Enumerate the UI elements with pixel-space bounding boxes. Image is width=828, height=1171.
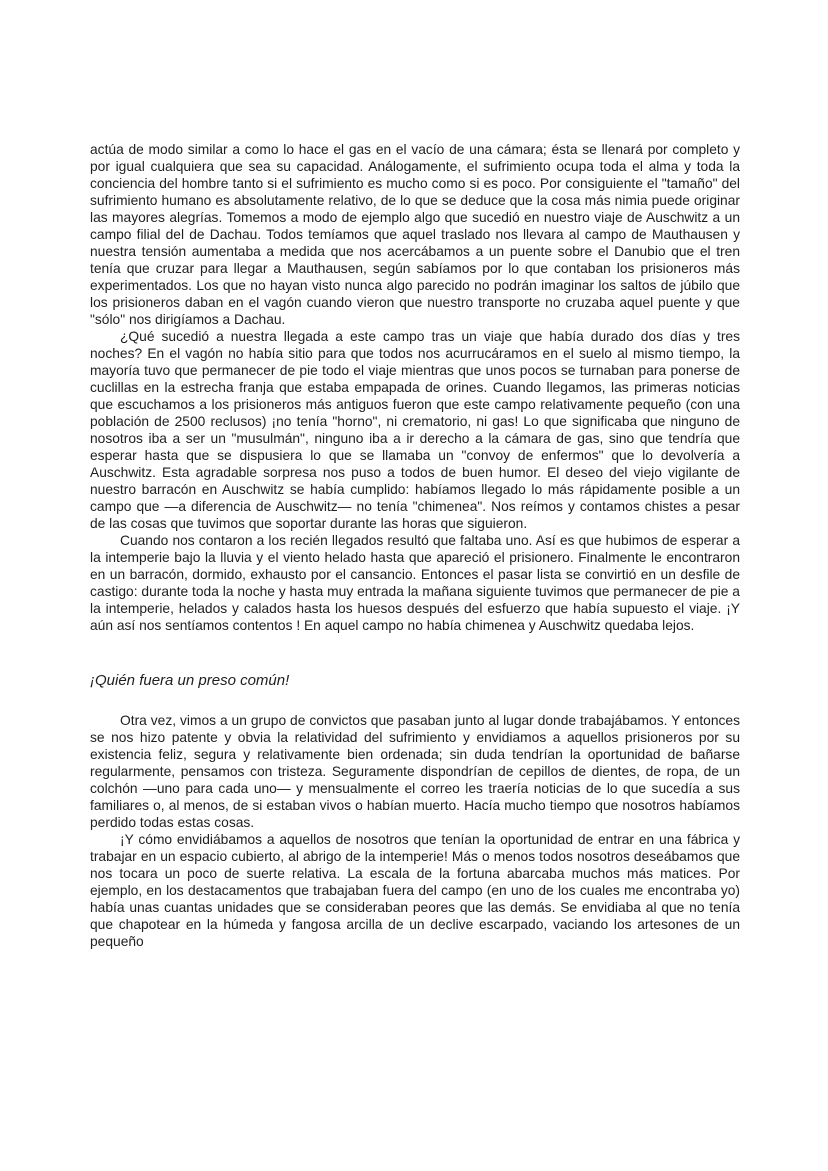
body-paragraph: actúa de modo similar a como lo hace el gas en el vacío de una cámara; ésta se llenará por completo y por igual cualquiera que sea su capacidad. Análogamente, el sufrimiento ocupa toda el alma y toda la conciencia del hombre tanto si el sufrimiento es mucho como si es poco. Por consiguiente el "tamaño" del sufrimiento humano es absolutamente relativo, de lo que se deduce que la cosa más nimia puede originar las mayores alegrías. Tomemos a modo de ejemplo algo que sucedió en nuestro viaje de Auschwitz a un campo filial del de Dachau. Todos temíamos que aquel traslado nos llevara al campo de Mauthausen y nuestra tensión aumentaba a medida que nos acercábamos a un puente sobre el Danubio que el tren tenía que cruzar para llegar a Mauthausen, según sabíamos por lo que contaban los prisioneros más experimentados. Los que no hayan visto nunca algo parecido no podrán imaginar los saltos de júbilo que los prisioneros daban en el vagón cuando vieron que nuestro transporte no cruzaba aquel puente y que "sólo" nos dirigíamos a Dachau. [90,142,740,327]
body-paragraph: ¡Y cómo envidiábamos a aquellos de nosotros que tenían la oportunidad de entrar en una fábrica y trabajar en un espacio cubierto, al abrigo de la intemperie! Más o menos todos nosotros deseábamos que nos tocara un poco de suerte relativa. La escala de la fortuna abarcaba muchos más matices. Por ejemplo, en los destacamentos que trabajaban fuera del campo (en uno de los cuales me encontraba yo) había unas cuantas unidades que se consideraban peores que las demás. Se envidiaba al que no tenía que chapotear en la húmeda y fangosa arcilla de un declive escarpado, vaciando los artesones de un pequeño [90,832,740,949]
body-paragraph: Cuando nos contaron a los recién llegados resultó que faltaba uno. Así es que hubimos de esperar a la intemperie bajo la lluvia y el viento helado hasta que apareció el prisionero. Finalmente le encontraron en un barracón, dormido, exhausto por el cansancio. Entonces el pasar lista se convirtió en un desfile de castigo: durante toda la noche y hasta muy entrada la mañana siguiente tuvimos que permanecer de pie a la intemperie, helados y calados hasta los huesos después del esfuerzo que había supuesto el viaje. ¡Y aún así nos sentíamos contentos ! En aquel campo no había chimenea y Auschwitz quedaba lejos. [90,533,740,633]
text-column [90,141,740,950]
body-paragraph: ¿Qué sucedió a nuestra llegada a este campo tras un viaje que había durado dos días y tres noches? En el vagón no había sitio para que todos nos acurrucáramos en el suelo al mismo tiempo, la mayoría tuvo que permanecer de pie todo el viaje mientras que unos pocos se turnaban para ponerse de cuclillas en la estrecha franja que estaba empapada de orines. Cuando llegamos, las primeras noticias que escuchamos a los prisioneros más antiguos fueron que este campo relativamente pequeño (con una población de 2500 reclusos) ¡no tenía "horno", ni crematorio, ni gas! Lo que significaba que ninguno de nosotros iba a ser un "musulmán", ninguno iba a ir derecho a la cámara de gas, sino que tendría que esperar hasta que se dispusiera lo que se llamaba un "convoy de enfermos" que lo devolvería a Auschwitz. Esta agradable sorpresa nos puso a todos de buen humor. El deseo del viejo vigilante de nuestro barracón en Auschwitz se había cumplido: habíamos llegado lo más rápidamente posible a un campo que —a diferencia de Auschwitz— no tenía "chimenea". Nos reímos y contamos chistes a pesar de las cosas que tuvimos que soportar durante las horas que siguieron. [90,329,740,531]
section-heading: ¡Quién fuera un preso común! [90,672,290,689]
body-paragraph: Otra vez, vimos a un grupo de convictos que pasaban junto al lugar donde trabajábamos. Y entonces se nos hizo patente y obvia la relatividad del sufrimiento y envidiamos a aquellos prisioneros por su existencia feliz, segura y relativamente bien ordenada; sin duda tendrían la oportunidad de bañarse regularmente, pensamos con tristeza. Seguramente dispondrían de cepillos de dientes, de ropa, de un colchón —uno para cada uno— y mensualmente el correo les traería noticias de lo que sucedía a sus familiares o, al menos, de si estaban vivos o habían muerto. Hacía mucho tiempo que nosotros habíamos perdido todas estas cosas. [90,713,740,830]
